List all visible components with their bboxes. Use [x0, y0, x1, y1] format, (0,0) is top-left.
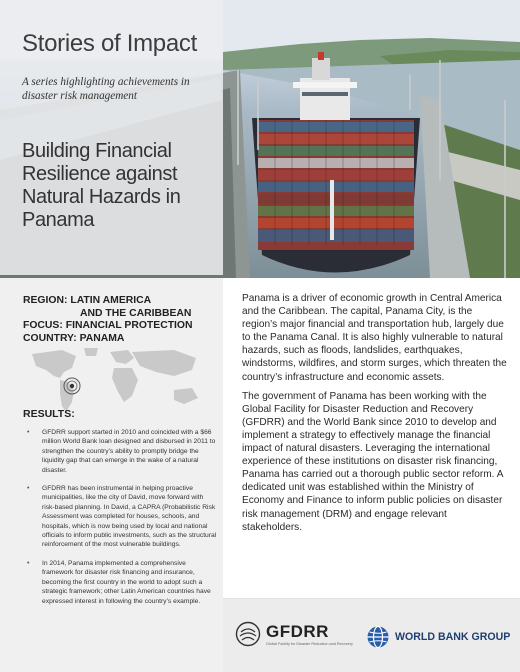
gfdrr-logo [235, 621, 353, 647]
focus-label: FOCUS: [23, 320, 63, 331]
focus-row [23, 320, 193, 333]
hero-photo [0, 0, 520, 278]
body-paragraph: Panama is a driver of economic growth in Central America and the Caribbean. The capital, Panama City, is the region’s major financial and transportation hub, largely due to the Panama Canal. It is also highly vulnerable to natural hazards, such as floods, landslides, earthquakes, windstorms, wildfires, and storm surges, which threaten the country’s infrastructure and economic assets. [242, 293, 507, 383]
footer-logos [223, 598, 520, 672]
focus-value: FINANCIAL PROTECTION [65, 320, 193, 331]
globe-icon [366, 625, 390, 649]
list-item: • In 2014, Panama implemented a comprehensive framework for disaster risk financing and insurance, becoming the first country in the world to adopt such a strategic framework; other Latin American countries have expressed interest in following the country’s example. [27, 559, 217, 606]
world-bank-group-wordmark: WORLD BANK GROUP [395, 631, 511, 643]
region-value-line2: AND THE CARIBBEAN [80, 307, 192, 319]
gfdrr-wordmark: GFDRR [266, 621, 329, 641]
region-label: REGION: [23, 295, 68, 306]
story-title: Building Financial Resilience against Natural Hazards in Panama [22, 140, 181, 231]
list-item: • GFDRR has been instrumental in helping proactive municipalities, like the city of David, move forward with risk-based planning. In David, a CAPRA (Probabilistic Risk Assessment was completed for houses, schools, and hospitals, which is now being used by local and national officials to inform public investments, such as the structural reinforcement of the most vulnerable buildings. [27, 484, 217, 550]
results-heading: RESULTS: [23, 408, 75, 420]
story-metadata [23, 295, 193, 345]
region-value: LATIN AMERICA [70, 295, 152, 306]
world-bank-group-logo [366, 625, 510, 649]
results-list [27, 428, 217, 615]
title-panel [0, 0, 223, 275]
gfdrr-tagline: Global Facility for Disaster Reduction and Recovery [266, 641, 353, 646]
country-label: COUNTRY: [23, 332, 77, 344]
story-body [242, 292, 507, 540]
location-target-icon [63, 377, 81, 395]
body-paragraph: The government of Panama has been working with the Global Facility for Disaster Reduction and Recovery (GFDRR) and the World Bank since 2010 to develop and implement a strategy to effectively manage the financial impact of natural disasters. Leveraging the international experience of these institutions on disaster risk financing, Panama has carried out a thorough public sector reform. A dedicated unit was established within the Ministry of Economy and Finance to inform public policies on disaster risk management (DRM) and engage relevant stakeholders. [242, 390, 503, 533]
region-row [23, 295, 193, 308]
country-value: PANAMA [79, 332, 125, 344]
gfdrr-logo-icon [235, 621, 261, 647]
series-subtitle: A series highlighting achievements in disaster risk management [22, 76, 190, 102]
list-item: • GFDRR support started in 2010 and coincided with a $66 million World Bank loan designed and disbursed in 2011 to strengthen the country’s ability to promptly bridge the liquidity gap that can emerge in the wake of a natural disaster. [27, 428, 217, 475]
country-row [23, 333, 193, 346]
series-title: Stories of Impact [22, 30, 197, 57]
